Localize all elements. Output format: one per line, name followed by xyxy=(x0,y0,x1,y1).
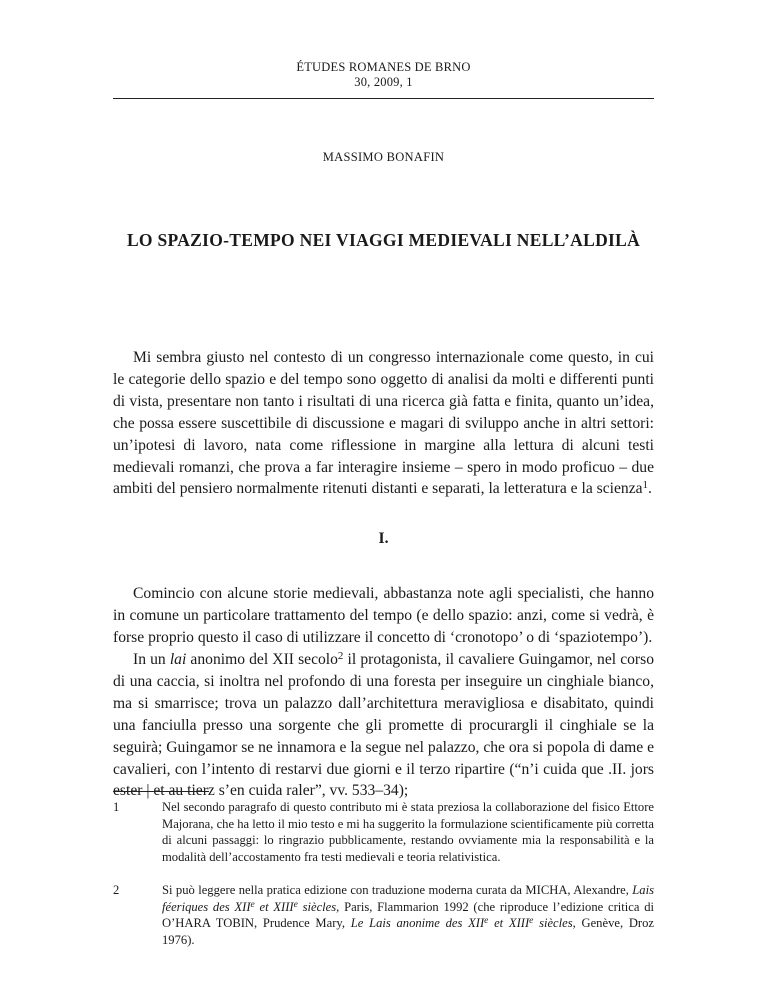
para2-text-a: In un xyxy=(133,651,170,668)
section-paragraph-2 xyxy=(113,649,654,802)
intro-text: Mi sembra giusto nel contesto di un congresso internazionale come questo, in cui le categorie dello spazio e del tempo sono oggetto di analisi da molti e differenti punti di vista, presentare non tanto i risultati di una ricerca già fatta e finita, quanto un’idea, che possa essere suscettibile di discussione e magari di sviluppo anche in altri settori: un’ipotesi di lavoro, nata come riflessione in margine alla lettura di alcuni testi medievali romanzi, che prova a far interagire insieme – spero in modo proficuo – due ambiti del pensiero normalmente ritenuti distanti e separati, la letteratura e la scienza xyxy=(113,349,654,498)
footnote-ref-1[interactable]: 1 xyxy=(642,479,649,492)
footnote-number: 1 xyxy=(113,800,120,814)
article-title: LO SPAZIO-TEMPO NEI VIAGGI MEDIEVALI NELL’ALDILÀ xyxy=(126,230,641,250)
section-paragraph-1: Comincio con alcune storie medievali, abbastanza note agli specialisti, che hanno in comune un particolare trattamento del tempo (e dello spazio: anzi, come si vedrà, è forse proprio questo il caso di utilizzare il concetto di ‘cronotopo’ o di ‘spaziotempo’). xyxy=(113,585,654,646)
section-heading: I. xyxy=(378,530,389,547)
footnote-text-c: , Genève, Droz 1976). xyxy=(162,916,654,947)
header-rule xyxy=(113,98,654,99)
para2-text-c: il protagonista, il cavaliere Guingamor, nel corso di una caccia, si inoltra nel profondo di una foresta per inseguire un cinghiale bianco, ma si smarrisce; trova un palazzo dall’architettura meravigliosa e disabitato, quindi una fanciulla presso una sorgente che gli promette di procurargli il cinghiale se la seguirà; Guingamor se ne innamora e la segue nel palazzo, che ora si popola di dame e cavalieri, con l’intento di restarvi due giorni e il terzo ripartire (“n’i cuida que .II. jors ester | et au tierz s’en cuida raler”, vv. 533–34); xyxy=(113,651,654,800)
running-head xyxy=(113,60,654,90)
para2-italic-lai: lai xyxy=(169,651,187,668)
cited-title-b: Le Lais anonime des XIIe et XIIIe siècles xyxy=(350,916,573,930)
footnote-rule xyxy=(113,791,209,792)
author-name: MASSIMO BONAFIN xyxy=(322,150,445,164)
footnote-2 xyxy=(113,882,654,948)
footnote-1 xyxy=(113,799,654,865)
cited-title-a: Lais féeriques des XIIe et XIIIe siècles xyxy=(162,883,654,914)
footnote-text xyxy=(162,882,654,948)
footnote-text-a: Si può leggere nella pratica edizione con traduzione moderna curata da MICHA, Alexandre, xyxy=(162,883,633,897)
footnote-text: Nel secondo paragrafo di questo contributo mi è stata preziosa la collaborazione del fisico Ettore Majorana, che ha letto il mio testo e mi ha suggerito la formulazione scientificamente più corretta di alcuni passaggi: lo ringrazio pubblicamente, restando ovviamente mia la responsabilità e la modalità dell’accostamento fra testi medievali e teoria relativistica. xyxy=(162,800,654,864)
footnote-ref-2[interactable]: 2 xyxy=(337,650,344,662)
footnote-text-b: , Paris, Flammarion 1992 (che riproduce l’edizione critica di O’HARA TOBIN, Prudence Mary, xyxy=(162,899,654,930)
issue-info: 30, 2009, 1 xyxy=(354,75,413,89)
para2-text-b: anonimo del XII secolo xyxy=(186,651,338,668)
footnote-number: 2 xyxy=(113,883,120,897)
journal-name: ÉTUDES ROMANES DE BRNO xyxy=(296,60,471,74)
intro-tail: . xyxy=(648,480,652,498)
intro-paragraph xyxy=(113,347,654,500)
